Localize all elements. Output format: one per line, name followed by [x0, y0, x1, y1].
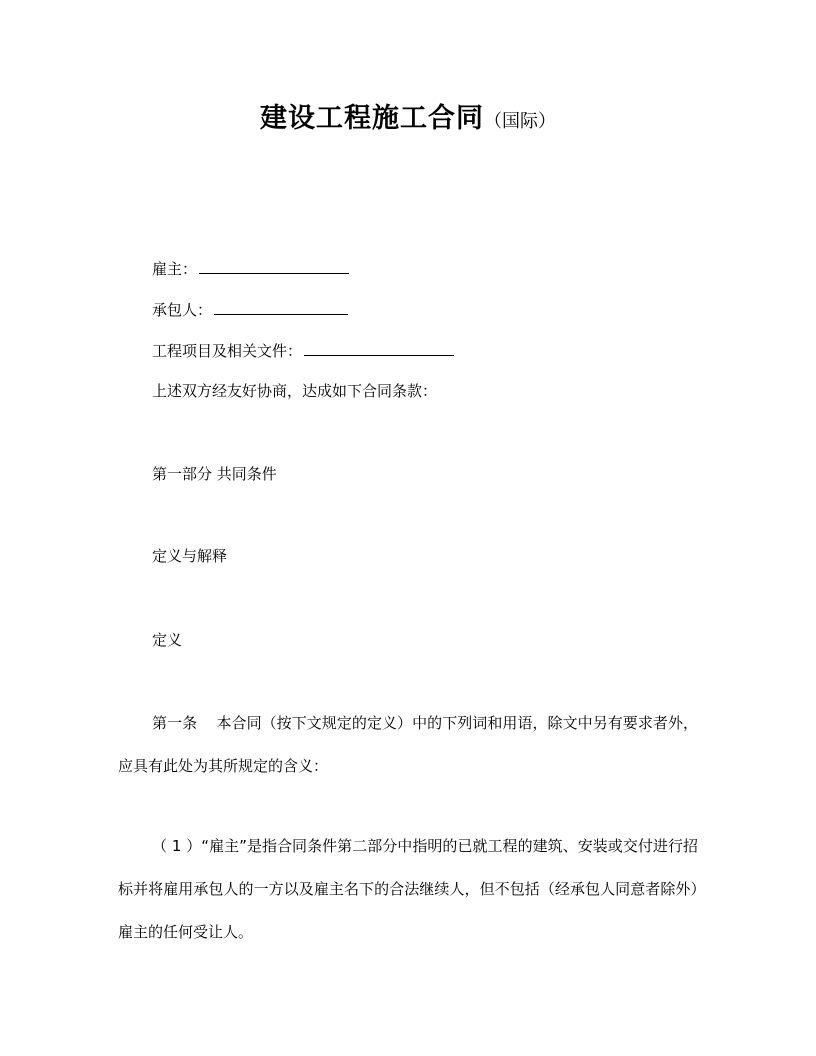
article-one: [118, 702, 698, 788]
project-label: 工程项目及相关文件：: [152, 342, 303, 360]
contractor-blank: [214, 299, 348, 315]
clause-one: [118, 825, 698, 954]
employer-label: 雇主：: [152, 260, 198, 278]
employer-field: [152, 258, 349, 279]
clause-one-text: （ 1 ）“雇主”是指合同条件第二部分中指明的已就工程的建筑、安装或交付进行招标并将雇用承包人的一方以及雇主名下的合法继续人，但不包括（经承包人同意者除外）雇主的任何受让人。: [118, 837, 698, 941]
contractor-field: [152, 299, 348, 320]
project-blank: [304, 340, 454, 356]
section-heading: 定义与解释: [152, 547, 228, 565]
title-sub: （国际）: [484, 111, 556, 132]
title-main: 建设工程施工合同: [260, 103, 484, 134]
article-one-lead: 第一条: [152, 714, 217, 732]
document-title: [0, 96, 816, 135]
intro-text: 上述双方经友好协商，达成如下合同条款：: [152, 382, 438, 400]
subsection-heading: 定义: [152, 631, 183, 649]
employer-blank: [199, 258, 349, 274]
contractor-label: 承包人：: [152, 301, 213, 319]
article-one-text: 本合同（按下文规定的定义）中的下列词和用语，除文中另有要求者外，应具有此处为其所规定的含义：: [118, 714, 698, 775]
project-field: [152, 340, 454, 361]
part-one-heading: 第一部分 共同条件: [152, 465, 277, 483]
